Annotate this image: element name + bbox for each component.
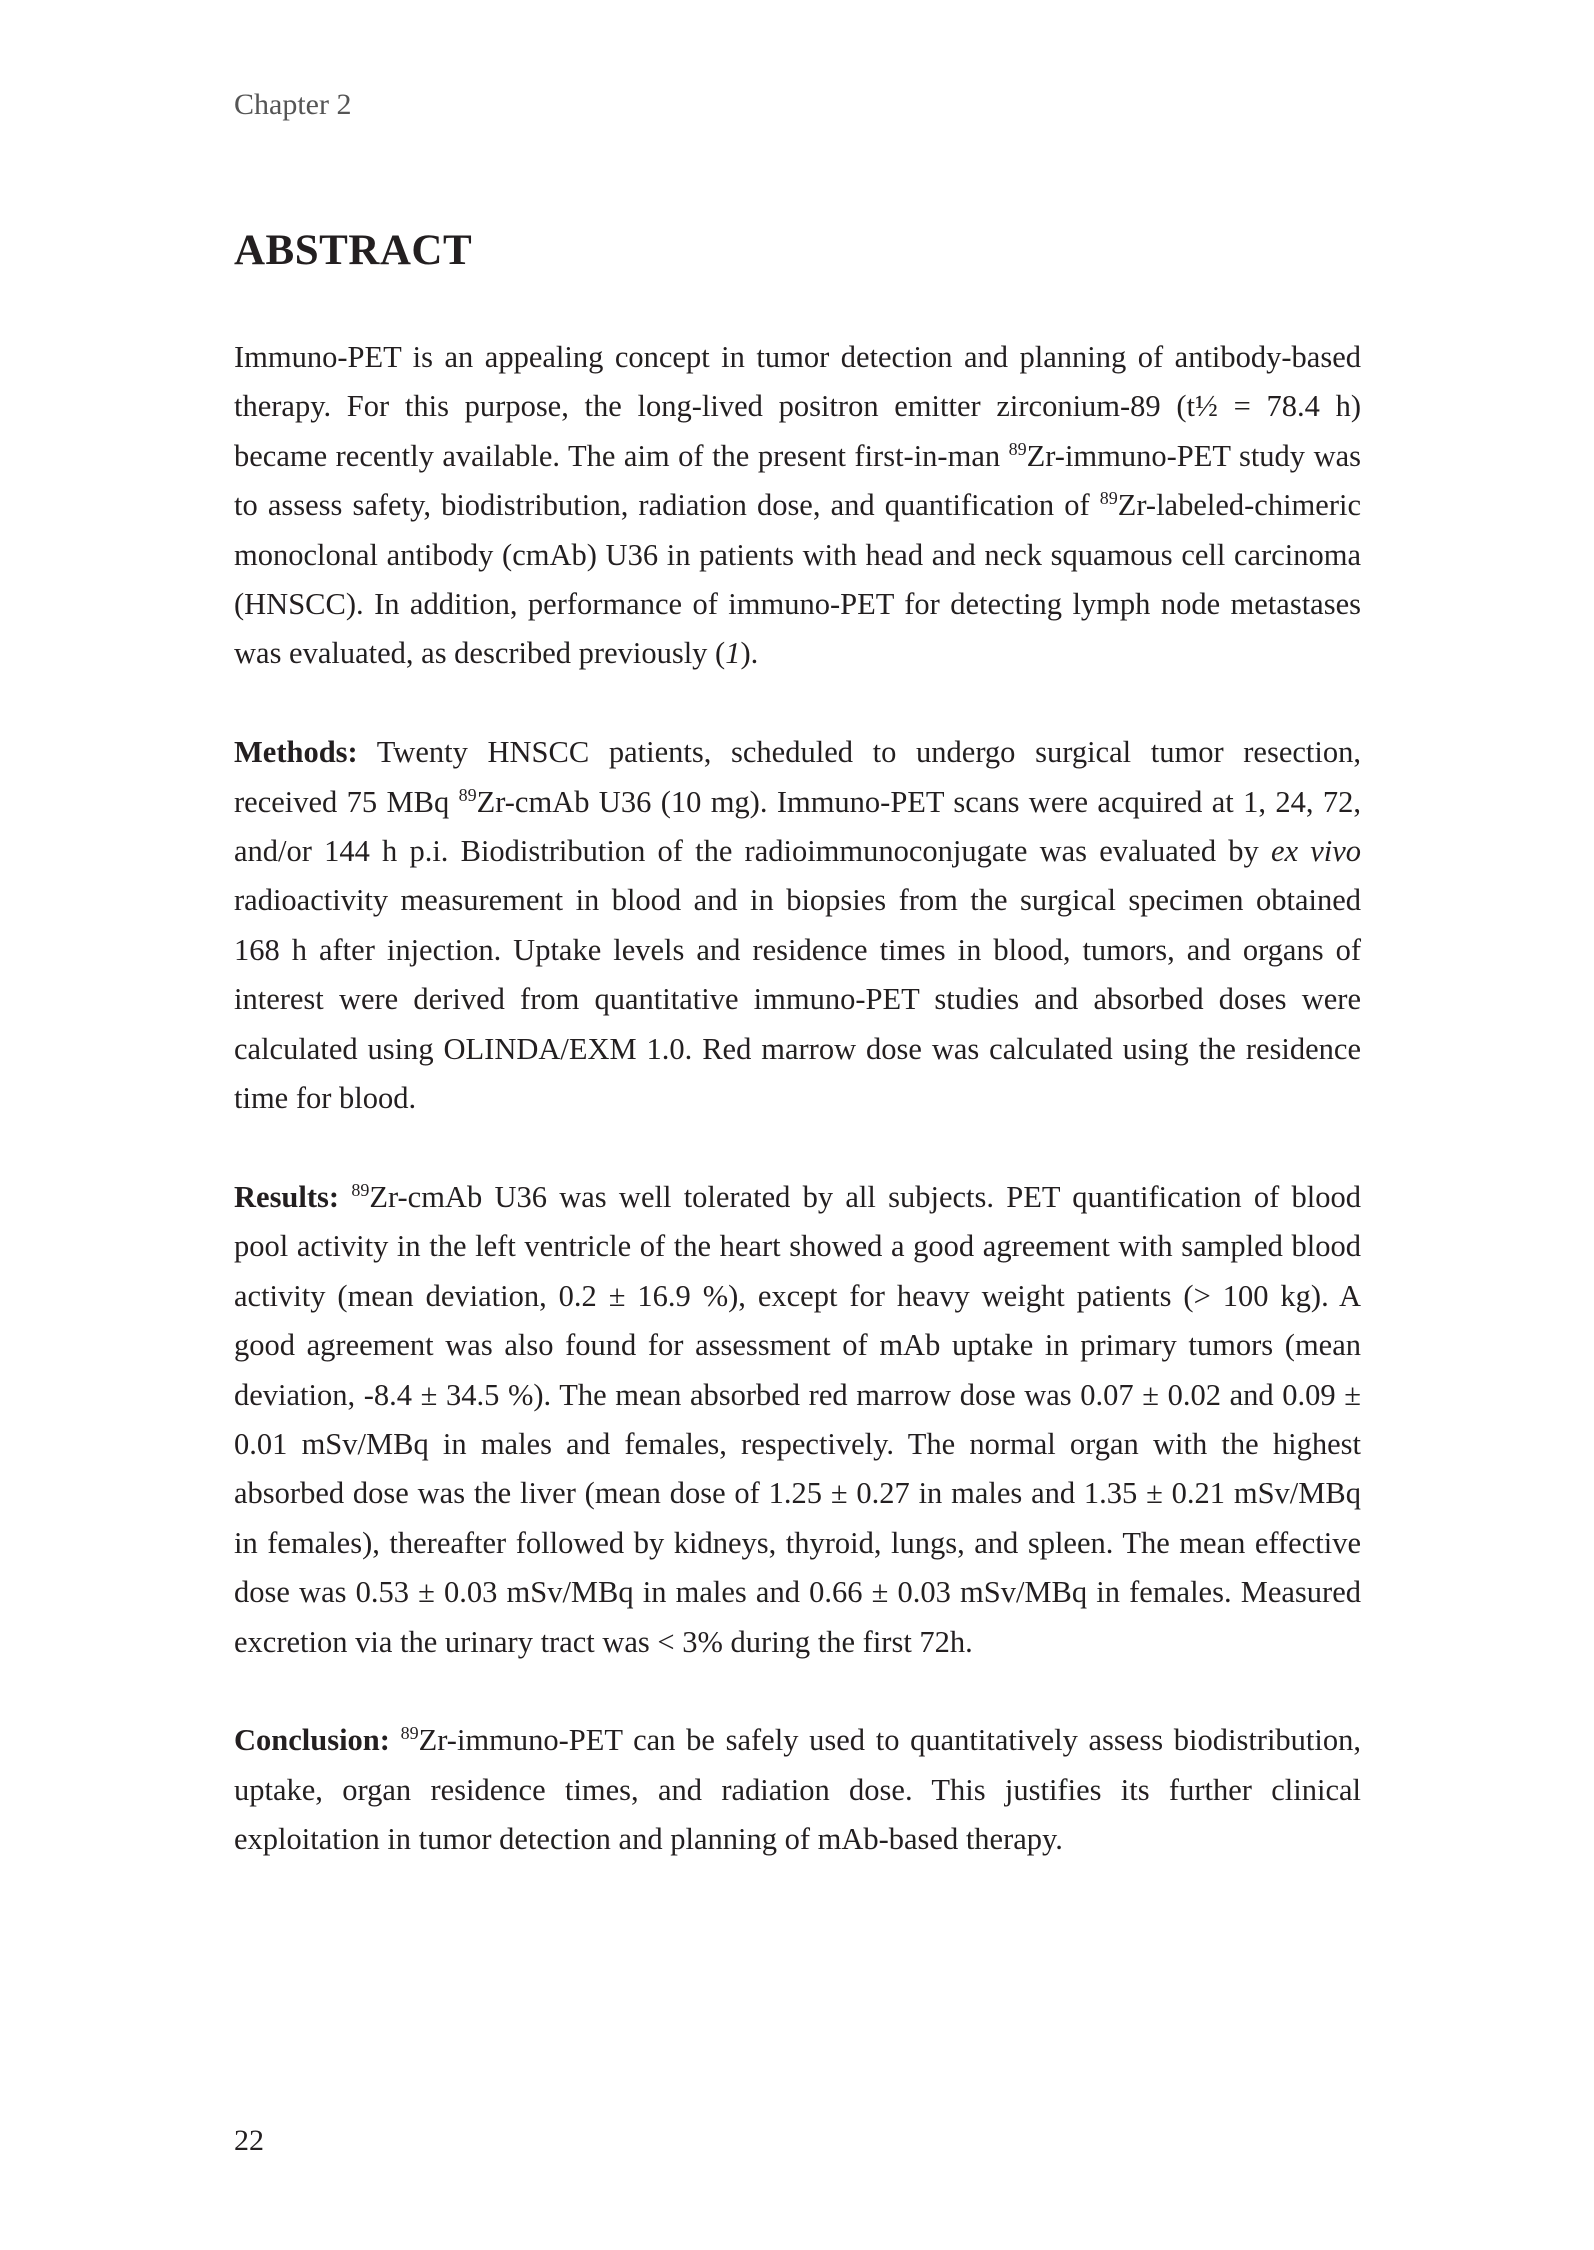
abstract-body [234, 333, 1361, 1914]
page-number: 22 [234, 2124, 264, 2157]
text: ). [740, 636, 759, 671]
superscript: 89 [400, 1723, 419, 1744]
text: Immuno-PET is an appealing concept in tumor detection and planning of antibody-based therapy. For this purpose, the long-lived positron emitter zirconium-89 (t½ = 78.4 h) became recently available. The aim of the present first-in-man [234, 340, 1361, 473]
text: Twenty HNSCC patients, scheduled to undergo surgical tumor resection, received 75 MBq [234, 735, 1361, 819]
running-header: Chapter 2 [234, 88, 352, 121]
intro-paragraph [234, 333, 1361, 679]
text: Zr-immuno-PET can be safely used to quantitatively assess biodistribution, uptake, organ residence times, and radiation dose. This justifies its further clinical exploitation in tumor detection and planning of mAb-based therapy. [234, 1723, 1362, 1857]
conclusion-paragraph [234, 1716, 1361, 1864]
section-title: ABSTRACT [234, 227, 473, 274]
superscript: 89 [1099, 488, 1118, 509]
conclusion-heading: Conclusion: [234, 1723, 390, 1758]
text [390, 1723, 401, 1757]
text [339, 1180, 351, 1214]
text: radioactivity measurement in blood and in biopsies from the surgical specimen obtained 168 h after injection. Uptake levels and residence times in blood, tumors, and organs of interest were derived from quantitative immuno-PET studies and absorbed doses were calculated using OLINDA/EXM 1.0. Red marrow dose was calculated using the residence time for blood. [234, 883, 1361, 1116]
italic-text: ex vivo [1270, 834, 1362, 869]
results-paragraph [234, 1173, 1361, 1667]
text: Zr-immuno-PET study was to assess safety, biodistribution, radiation dose, and quantification of [234, 438, 1361, 523]
results-heading: Results: [234, 1179, 340, 1214]
text: Zr-cmAb U36 (10 mg). Immuno-PET scans were acquired at 1, 24, 72, and/or 144 h p.i. Biodistribution of the radioimmunoconjugate was evaluated by [234, 784, 1361, 869]
text: Zr-cmAb U36 was well tolerated by all subjects. PET quantification of blood pool activity in the left ventricle of the heart showed a good agreement with sampled blood activity (mean deviation, 0.2 ± 16.9 %), except for heavy weight patients (> 100 kg). A good agreement was also found for assessment of mAb uptake in primary tumors (mean deviation, -8.4 ± 34.5 %). The mean absorbed red marrow dose was 0.07 ± 0.02 and 0.09 ± 0.01 mSv/MBq in males and females, respectively. The normal organ with the highest absorbed dose was the liver (mean dose of 1.25 ± 0.27 in males and 1.35 ± 0.21 mSv/MBq in females), thereafter followed by kidneys, thyroid, lungs, and spleen. The mean effective dose was 0.53 ± 0.03 mSv/MBq in males and 0.66 ± 0.03 mSv/MBq in females. Measured excretion via the urinary tract was < 3% during the first 72h. [234, 1179, 1361, 1659]
superscript: 89 [1008, 438, 1027, 459]
text: Zr-labeled-chimeric monoclonal antibody (cmAb) U36 in patients with head and neck squamous cell carcinoma (HNSCC). In addition, performance of immuno-PET for detecting lymph node metastases was evaluated, as described previously ( [234, 488, 1361, 671]
methods-heading: Methods: [234, 735, 358, 770]
reference-citation: 1 [725, 636, 741, 671]
methods-paragraph [234, 728, 1361, 1123]
superscript: 89 [351, 1179, 370, 1200]
superscript: 89 [458, 784, 477, 805]
